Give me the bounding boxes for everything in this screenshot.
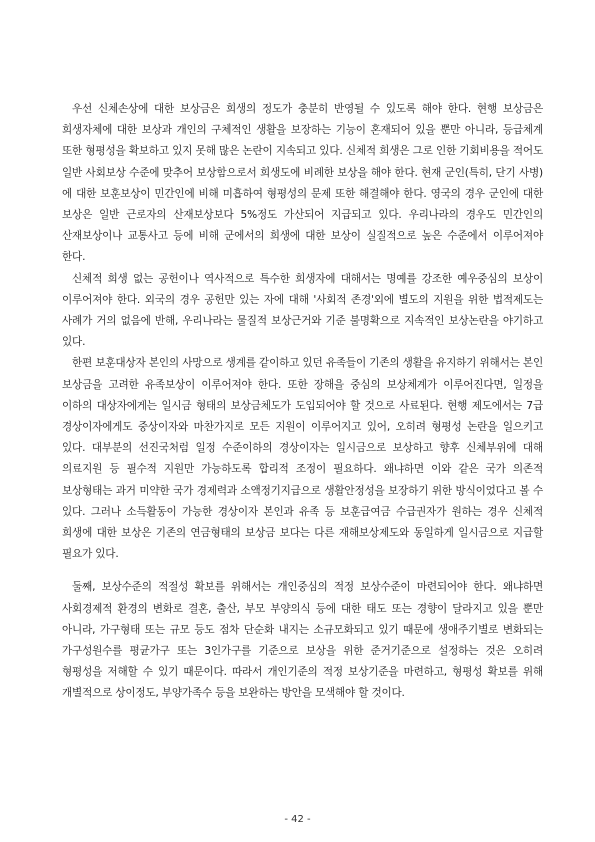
paragraph-2: 신체적 희생 없는 공헌이나 역사적으로 특수한 희생자에 대해서는 명예를 강조한 예우중심의 보상이 이루어져야 한다. 외국의 경우 공헌만 있는 자에 대해 '사회적 존경'외에 별도의 지원을 위한 법적제도는 사례가 거의 없음에 반해, 우리나라는 물질적 보상근거와 기준 불명확으로 지속적인 보상논란을 야기하고 있다. [62, 272, 543, 349]
paragraph-4: 둘째, 보상수준의 적절성 확보를 위해서는 개인중심의 적정 보상수준이 마련되어야 한다. 왜냐하면 사회경제적 환경의 변화로 결혼, 출산, 부모 부양의식 등에 대한 태도 또는 경향이 달라지고 있을 뿐만 아니라, 가구형태 또는 규모 등도 점차 단순화 내지는 소규모화되고 있기 때문에 생애주기별로 변화되는 가구성원수를 평균가구 또는 3인가구를 기준으로 보상을 위한 준거기준으로 설정하는 것은 오히려 형평성을 저해할 수 있기 때문이다. 따라서 개인기준의 적정 보상기준을 마련하고, 형평성 확보를 위해 개별적으로 상이정도, 부양가족수 등을 보완하는 방안을 모색해야 할 것이다. [62, 581, 543, 700]
page-number: - 42 - [284, 814, 311, 825]
section-gap [62, 565, 543, 577]
paragraph-3: 한편 보훈대상자 본인의 사망으로 생계를 같이하고 있던 유족들이 기존의 생활을 유지하기 위해서는 본인 보상금을 고려한 유족보상이 이루어져야 한다. 또한 장해을 중심의 보상체계가 이루어진다면, 일정을 이하의 대상자에게는 일시금 형태의 보상금체도가 도입되어야 할 것으로 사료된다. 현행 제도에서는 7급 경상이자에게도 중상이자와 마찬가지로 모든 지원이 이루어지고 있어, 오히려 형평성 논란을 일으키고 있다. 대부분의 선진국처럼 일정 수준이하의 경상이자는 일시금으로 보상하고 향후 신체부위에 대해 의료지원 등 필수적 지원만 가능하도록 합리적 조정이 필요하다. 왜냐하면 이와 같은 국가 의존적 보상형태는 과거 미약한 국가 경제력과 소액정기지급으로 생활안정성을 보장하기 위한 방식이었다고 볼 수 있다. 그러나 소득활동이 가능한 경상이자 본인과 유족 등 보훈급여금 수급권자가 원하는 경우 신체적 희생에 대한 보상은 기존의 연금형태의 보상금 보다는 다른 재해보상제도와 동일하게 일시금으로 지급할 필요가 있다. [62, 357, 543, 561]
paragraph-1: 우선 신체손상에 대한 보상금은 희생의 정도가 충분히 반영될 수 있도록 해야 한다. 현행 보상금은 희생자체에 대한 보상과 개인의 구체적인 생활을 보장하는 기능이 혼재되어 있을 뿐만 아니라, 등급체계 또한 형평성을 확보하고 있지 못해 많은 논란이 지속되고 있다. 신체적 희생은 그로 인한 기회비용을 적어도 일반 사회보상 수준에 맞추어 보상함으로서 희생도에 비례한 보상을 해야 한다. 현재 군인(특히, 단기 사병)에 대한 보훈보상이 민간인에 비해 미흡하여 형평성의 문제 또한 해결해야 한다. 영국의 경우 군인에 대한 보상은 일반 근로자의 산재보상보다 5%정도 가산되어 지급되고 있다. 우리나라의 경우도 민간인의 산재보상이나 교통사고 등에 비해 군에서의 희생에 대한 보상이 실질적으로 높은 수준에서 이루어져야 한다. [62, 103, 543, 264]
document-body [62, 99, 543, 705]
